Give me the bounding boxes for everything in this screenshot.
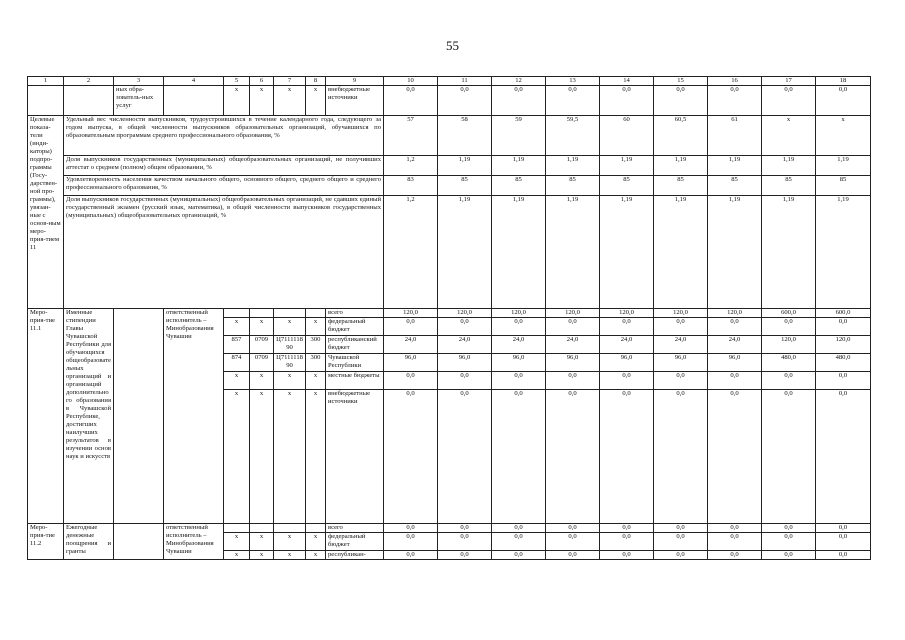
value-cell: 0,0 <box>546 524 600 533</box>
value-cell: 120,0 <box>492 309 546 318</box>
value-cell: 0,0 <box>438 86 492 116</box>
value-cell: 85 <box>492 176 546 196</box>
table-cell: 0709 <box>250 354 274 372</box>
table-cell: х <box>306 86 326 116</box>
value-cell: 0,0 <box>816 390 871 524</box>
executor-cell: ответственный исполнитель – Минобразования Чувашии <box>164 309 224 524</box>
table-cell <box>64 86 114 116</box>
value-cell: 0,0 <box>762 86 816 116</box>
value-cell: 0,0 <box>384 390 438 524</box>
value-cell: 0,0 <box>546 390 600 524</box>
table-cell <box>114 524 164 560</box>
header-cell: 7 <box>274 77 306 86</box>
value-cell: 0,0 <box>762 551 816 560</box>
value-cell: 96,0 <box>708 354 762 372</box>
value-cell: 96,0 <box>654 354 708 372</box>
page-number: 55 <box>446 38 459 53</box>
value-cell: 1,19 <box>654 156 708 176</box>
header-cell: 11 <box>438 77 492 86</box>
value-cell: 0,0 <box>816 372 871 390</box>
value-cell: 0,0 <box>384 524 438 533</box>
value-cell: 24,0 <box>492 336 546 354</box>
table-cell: х <box>224 372 250 390</box>
value-cell: 85 <box>654 176 708 196</box>
value-cell: 59 <box>492 116 546 156</box>
value-cell: 85 <box>438 176 492 196</box>
value-cell: 0,0 <box>384 533 438 551</box>
value-cell: 0,0 <box>438 533 492 551</box>
value-cell: 0,0 <box>654 524 708 533</box>
source-cell: республикан- <box>326 551 384 560</box>
header-cell: 14 <box>600 77 654 86</box>
table-cell <box>306 309 326 318</box>
value-cell: 0,0 <box>546 318 600 336</box>
value-cell: 0,0 <box>546 533 600 551</box>
value-cell: 1,19 <box>762 196 816 309</box>
value-cell: 0,0 <box>816 524 871 533</box>
value-cell: 0,0 <box>708 318 762 336</box>
value-cell: 1,19 <box>438 196 492 309</box>
indicator-text: Доля выпускников государственных (муниципальных) общеобразовательных организаций, не получивших аттестат о среднем (полном) общем образовании, % <box>64 156 384 176</box>
header-cell: 4 <box>164 77 224 86</box>
value-cell: 0,0 <box>546 372 600 390</box>
table-cell: х <box>274 372 306 390</box>
indicator-text: Удовлетворенность населения качеством начального общего, основного общего, среднего общего и среднего профессионального образования, % <box>64 176 384 196</box>
value-cell: 96,0 <box>600 354 654 372</box>
table-row <box>28 309 871 318</box>
value-cell: 24,0 <box>654 336 708 354</box>
value-cell: 0,0 <box>492 533 546 551</box>
value-cell: 1,19 <box>546 196 600 309</box>
value-cell: 600,0 <box>762 309 816 318</box>
value-cell: 120,0 <box>546 309 600 318</box>
table-cell: 857 <box>224 336 250 354</box>
value-cell: 120,0 <box>816 336 871 354</box>
table-cell: х <box>250 551 274 560</box>
table-cell: х <box>274 318 306 336</box>
value-cell: 0,0 <box>600 390 654 524</box>
table-cell: х <box>306 533 326 551</box>
value-cell: 0,0 <box>384 318 438 336</box>
value-cell: 0,0 <box>600 533 654 551</box>
value-cell: 85 <box>600 176 654 196</box>
source-cell: республиканский бюджет <box>326 336 384 354</box>
table-row <box>28 116 871 156</box>
table-cell: х <box>224 551 250 560</box>
table-cell: х <box>250 318 274 336</box>
table-row <box>28 86 871 116</box>
table-cell: х <box>306 372 326 390</box>
table-cell: х <box>274 390 306 524</box>
table-cell: х <box>274 533 306 551</box>
table-cell: х <box>250 372 274 390</box>
value-cell: 0,0 <box>438 372 492 390</box>
value-cell: 0,0 <box>654 551 708 560</box>
table-cell: х <box>250 533 274 551</box>
value-cell: 0,0 <box>438 524 492 533</box>
value-cell: 0,0 <box>384 551 438 560</box>
value-cell: 61 <box>708 116 762 156</box>
value-cell: 1,19 <box>600 196 654 309</box>
value-cell: 60,5 <box>654 116 708 156</box>
value-cell: 0,0 <box>816 318 871 336</box>
table-row <box>28 156 871 176</box>
value-cell: 0,0 <box>492 551 546 560</box>
table-cell: х <box>250 86 274 116</box>
value-cell: 1,19 <box>708 156 762 176</box>
value-cell: 24,0 <box>708 336 762 354</box>
value-cell: 0,0 <box>492 318 546 336</box>
value-cell: 0,0 <box>492 372 546 390</box>
table-row <box>28 196 871 309</box>
header-cell: 2 <box>64 77 114 86</box>
source-cell: Чувашской Республики <box>326 354 384 372</box>
value-cell: 1,2 <box>384 196 438 309</box>
table-cell <box>250 524 274 533</box>
value-cell: 120,0 <box>438 309 492 318</box>
value-cell: 0,0 <box>762 318 816 336</box>
source-cell: федеральный бюджет <box>326 318 384 336</box>
table-cell: ных обра-зователь-ных услуг <box>114 86 164 116</box>
value-cell: 0,0 <box>654 318 708 336</box>
header-cell: 10 <box>384 77 438 86</box>
value-cell: 1,19 <box>492 196 546 309</box>
value-cell: 0,0 <box>546 86 600 116</box>
header-cell: 3 <box>114 77 164 86</box>
value-cell: 85 <box>708 176 762 196</box>
value-cell: 0,0 <box>654 533 708 551</box>
table-cell <box>164 86 224 116</box>
table-cell: 874 <box>224 354 250 372</box>
value-cell: 0,0 <box>762 372 816 390</box>
value-cell: 0,0 <box>384 372 438 390</box>
value-cell: 0,0 <box>600 318 654 336</box>
value-cell: 24,0 <box>438 336 492 354</box>
source-cell: внебюджетные источники <box>326 390 384 524</box>
value-cell: 96,0 <box>384 354 438 372</box>
value-cell: 1,19 <box>654 196 708 309</box>
header-cell: 5 <box>224 77 250 86</box>
table-cell: х <box>224 86 250 116</box>
value-cell: 24,0 <box>600 336 654 354</box>
value-cell: 85 <box>546 176 600 196</box>
value-cell: 0,0 <box>816 86 871 116</box>
executor-cell: ответственный исполнитель – Минобразования Чувашии <box>164 524 224 560</box>
value-cell: 120,0 <box>384 309 438 318</box>
value-cell: 59,5 <box>546 116 600 156</box>
value-cell: 0,0 <box>492 390 546 524</box>
table-cell: х <box>306 318 326 336</box>
value-cell: 120,0 <box>654 309 708 318</box>
table-cell: х <box>306 390 326 524</box>
value-cell: 24,0 <box>546 336 600 354</box>
table-cell <box>274 309 306 318</box>
header-cell: 13 <box>546 77 600 86</box>
header-cell: 9 <box>326 77 384 86</box>
value-cell: 0,0 <box>438 551 492 560</box>
value-cell: 0,0 <box>384 86 438 116</box>
header-cell: 17 <box>762 77 816 86</box>
table-cell: х <box>224 390 250 524</box>
source-cell: местные бюджеты <box>326 372 384 390</box>
table-cell <box>224 524 250 533</box>
value-cell: 120,0 <box>600 309 654 318</box>
value-cell: 85 <box>816 176 871 196</box>
value-cell: 1,19 <box>708 196 762 309</box>
table-cell: х <box>306 551 326 560</box>
value-cell: 0,0 <box>546 551 600 560</box>
table-cell <box>274 524 306 533</box>
value-cell: 57 <box>384 116 438 156</box>
value-cell: 0,0 <box>708 551 762 560</box>
value-cell: х <box>762 116 816 156</box>
table-cell: Ц711111890 <box>274 336 306 354</box>
value-cell: 0,0 <box>708 533 762 551</box>
targets-label: Целевые показа-тели (инди-каторы) подпро-граммы (Госу-дарствен-ной про-граммы), увязан-ные с основ-ным меро-прия-тием 11 <box>28 116 64 309</box>
value-cell: 96,0 <box>438 354 492 372</box>
indicator-text: Доля выпускников государственных (муниципальных) общеобразовательных организаций, не сдавших единый государственный экзамен (русский язык, математика), в общей численности выпускников государственных (муниципальных) общеобразовательных организаций, % <box>64 196 384 309</box>
value-cell: 1,19 <box>762 156 816 176</box>
value-cell: 24,0 <box>384 336 438 354</box>
value-cell: 120,0 <box>762 336 816 354</box>
table-cell: х <box>224 533 250 551</box>
budget-table <box>27 76 871 560</box>
table-cell: 300 <box>306 354 326 372</box>
header-row <box>28 77 871 86</box>
value-cell: 0,0 <box>816 551 871 560</box>
value-cell: 0,0 <box>600 86 654 116</box>
value-cell: 0,0 <box>438 390 492 524</box>
table-cell <box>114 309 164 524</box>
value-cell: 0,0 <box>762 524 816 533</box>
header-cell: 12 <box>492 77 546 86</box>
table-cell: Ц711111890 <box>274 354 306 372</box>
header-cell: 18 <box>816 77 871 86</box>
measure-label: Меро-прия-тие 11.1 <box>28 309 64 524</box>
value-cell: 60 <box>600 116 654 156</box>
value-cell: 0,0 <box>600 524 654 533</box>
table-cell <box>224 309 250 318</box>
value-cell: 1,19 <box>492 156 546 176</box>
value-cell: х <box>816 116 871 156</box>
value-cell: 0,0 <box>816 533 871 551</box>
source-cell: всего <box>326 309 384 318</box>
table-cell: х <box>250 390 274 524</box>
value-cell: 1,19 <box>546 156 600 176</box>
value-cell: 1,19 <box>816 156 871 176</box>
header-cell: 1 <box>28 77 64 86</box>
header-cell: 8 <box>306 77 326 86</box>
value-cell: 1,2 <box>384 156 438 176</box>
value-cell: 1,19 <box>438 156 492 176</box>
value-cell: 85 <box>762 176 816 196</box>
value-cell: 0,0 <box>708 372 762 390</box>
value-cell: 0,0 <box>492 86 546 116</box>
value-cell: 0,0 <box>762 533 816 551</box>
header-cell: 6 <box>250 77 274 86</box>
value-cell: 0,0 <box>492 524 546 533</box>
measure-name: Именные стипендии Главы Чувашской Республики для обучающихся общеобразовательных организаций и организаций дополнительного образования в Чувашской Республике, достигших наилучших результатов в изучении основ наук и искусств <box>64 309 114 524</box>
measure-label: Меро-прия-тие 11.2 <box>28 524 64 560</box>
value-cell: 0,0 <box>654 372 708 390</box>
measure-name: Ежегодные денежные поощрения и гранты <box>64 524 114 560</box>
table-cell <box>28 86 64 116</box>
value-cell: 0,0 <box>438 318 492 336</box>
indicator-text: Удельный вес численности выпускников, трудоустроившихся в течение календарного года, следующего за годом выпуска, в общей численности выпускников образовательных организаций, обучавшихся по образовательным программам среднего профессионального образования, % <box>64 116 384 156</box>
value-cell: 0,0 <box>654 86 708 116</box>
value-cell: 96,0 <box>546 354 600 372</box>
table-cell: х <box>224 318 250 336</box>
source-cell: федеральный бюджет <box>326 533 384 551</box>
table-cell: 0709 <box>250 336 274 354</box>
table-cell: 300 <box>306 336 326 354</box>
value-cell: 0,0 <box>708 86 762 116</box>
value-cell: 1,19 <box>816 196 871 309</box>
value-cell: 58 <box>438 116 492 156</box>
source-cell: всего <box>326 524 384 533</box>
value-cell: 0,0 <box>708 390 762 524</box>
value-cell: 600,0 <box>816 309 871 318</box>
value-cell: 83 <box>384 176 438 196</box>
value-cell: 0,0 <box>600 551 654 560</box>
table-cell <box>250 309 274 318</box>
value-cell: 480,0 <box>762 354 816 372</box>
value-cell: 120,0 <box>708 309 762 318</box>
value-cell: 0,0 <box>762 390 816 524</box>
value-cell: 0,0 <box>708 524 762 533</box>
value-cell: 480,0 <box>816 354 871 372</box>
table-cell <box>306 524 326 533</box>
header-cell: 16 <box>708 77 762 86</box>
table-row <box>28 176 871 196</box>
value-cell: 1,19 <box>600 156 654 176</box>
value-cell: 0,0 <box>600 372 654 390</box>
value-cell: 0,0 <box>654 390 708 524</box>
value-cell: 96,0 <box>492 354 546 372</box>
source-cell: внебюджетные источники <box>326 86 384 116</box>
table-cell: х <box>274 86 306 116</box>
table-cell: х <box>274 551 306 560</box>
header-cell: 15 <box>654 77 708 86</box>
table-row <box>28 524 871 533</box>
